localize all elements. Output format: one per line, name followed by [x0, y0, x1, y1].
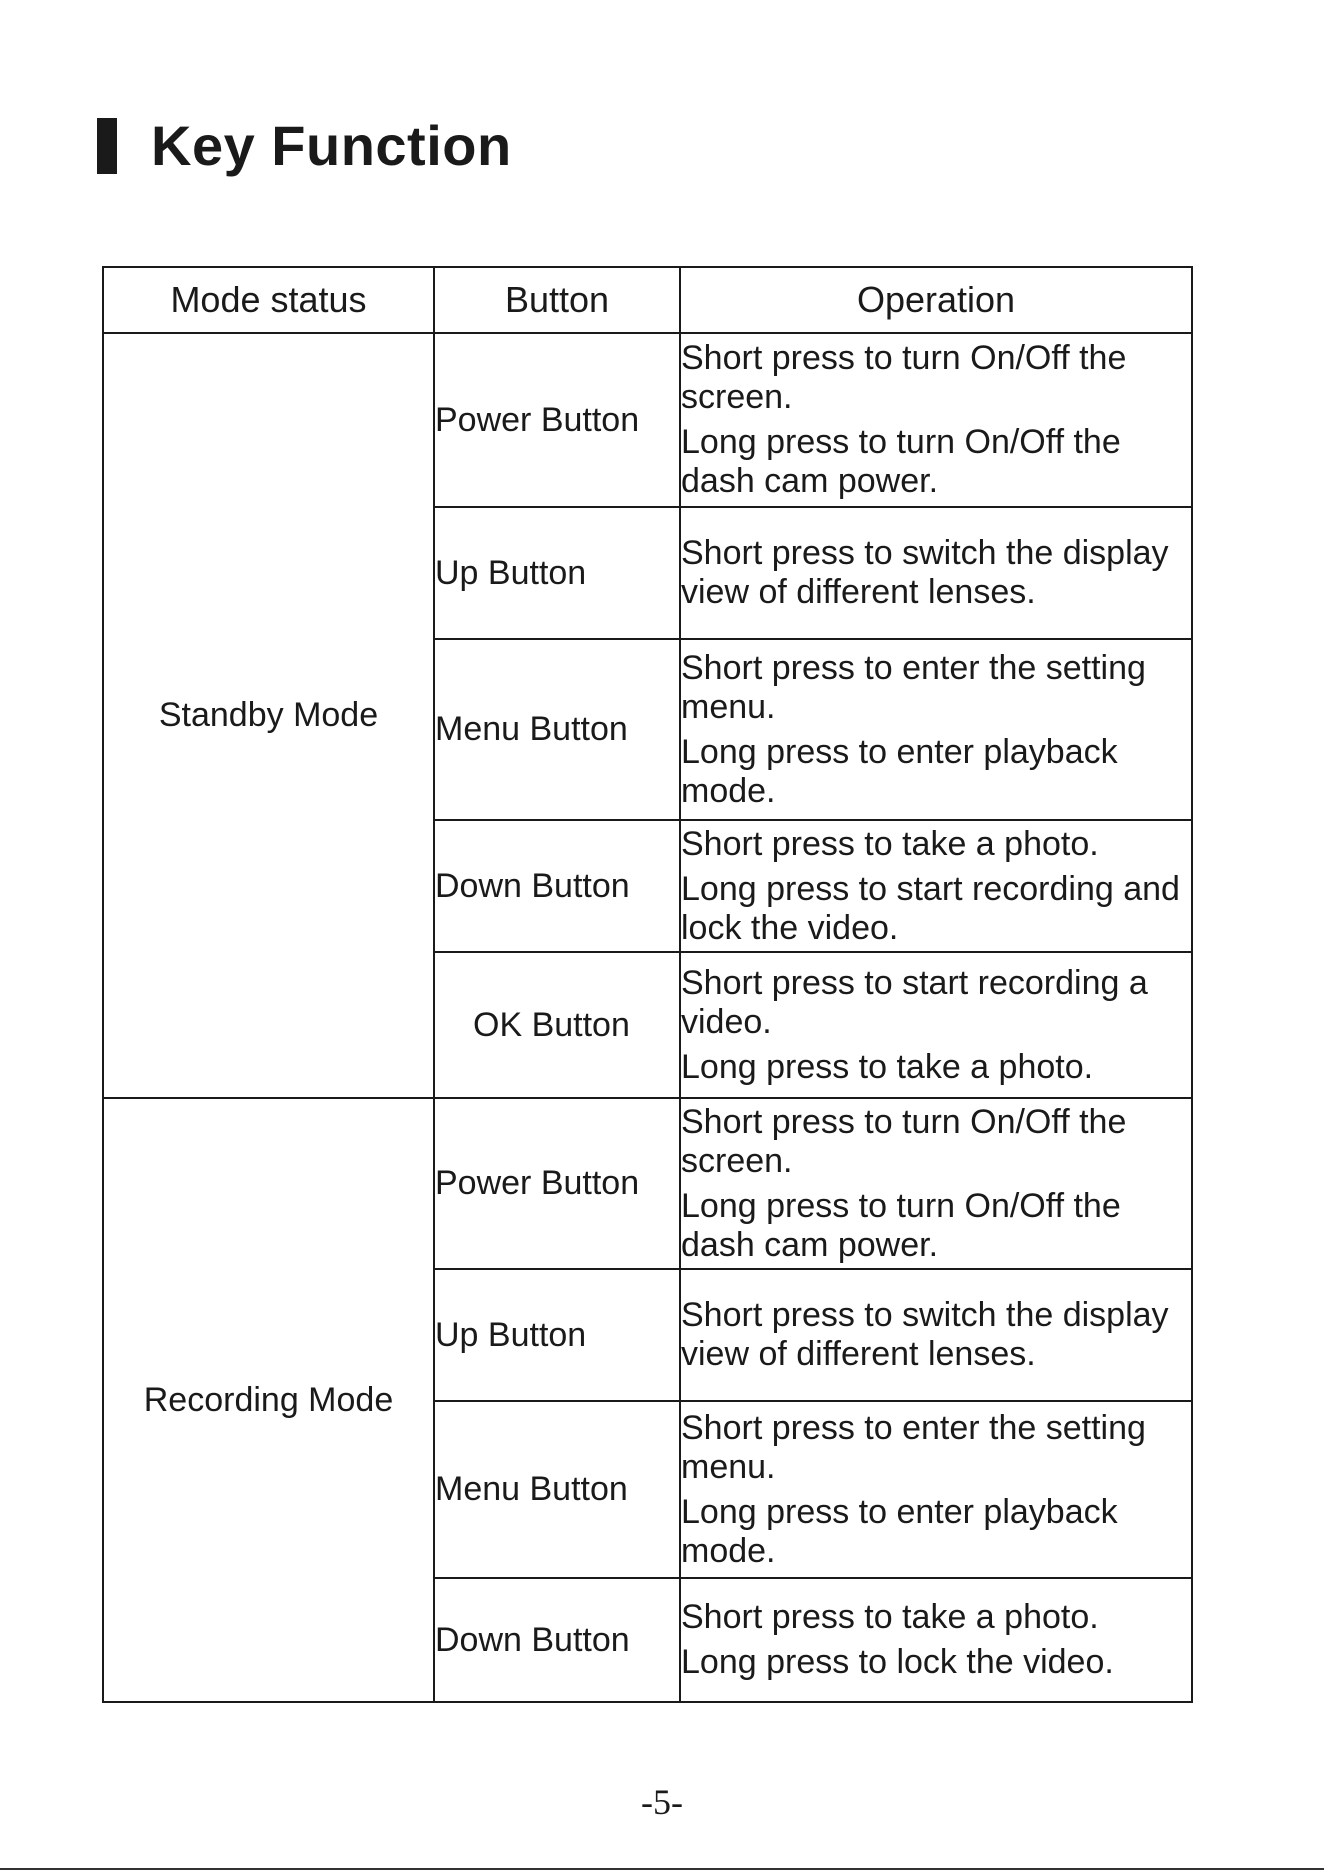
button-cell: Menu Button	[434, 1401, 680, 1578]
operation-cell	[680, 1098, 1192, 1269]
operation-cell	[680, 507, 1192, 639]
mode-standby: Standby Mode	[103, 333, 434, 1098]
operation-cell	[680, 1401, 1192, 1578]
operation-line: Short press to start recording a video.	[681, 963, 1148, 1041]
operation-cell	[680, 1269, 1192, 1401]
button-cell: Power Button	[434, 1098, 680, 1269]
button-cell: OK Button	[434, 952, 680, 1098]
operation-cell	[680, 1578, 1192, 1702]
mode-recording: Recording Mode	[103, 1098, 434, 1702]
operation-line: Short press to switch the display view of different lenses.	[681, 1296, 1169, 1373]
operation-line: Long press to enter playback mode.	[681, 1492, 1118, 1570]
operation-line: Long press to turn On/Off the dash cam power.	[681, 423, 1121, 500]
operation-line: Short press to enter the setting menu.	[681, 1408, 1146, 1486]
button-cell: Up Button	[434, 1269, 680, 1401]
page-title: Key Function	[151, 114, 512, 177]
operation-cell	[680, 820, 1192, 952]
button-cell: Down Button	[434, 1578, 680, 1702]
operation-line: Long press to take a photo.	[681, 1047, 1094, 1086]
header-button: Button	[434, 267, 680, 333]
operation-cell	[680, 333, 1192, 507]
key-function-table	[102, 266, 1193, 1703]
operation-cell	[680, 639, 1192, 820]
heading-bar-marker	[97, 118, 117, 174]
section-heading	[97, 114, 512, 177]
page-number: -5-	[641, 1782, 683, 1822]
bottom-rule-divider	[0, 1868, 1324, 1870]
operation-line: Short press to turn On/Off the screen.	[681, 339, 1127, 416]
button-cell: Menu Button	[434, 639, 680, 820]
operation-line: Short press to enter the setting menu.	[681, 648, 1146, 726]
button-cell: Down Button	[434, 820, 680, 952]
operation-line: Long press to lock the video.	[681, 1643, 1114, 1681]
operation-line: Long press to enter playback mode.	[681, 732, 1118, 810]
operation-line: Long press to turn On/Off the dash cam power.	[681, 1186, 1121, 1264]
operation-line: Short press to take a photo.	[681, 824, 1099, 863]
table-row	[103, 333, 1192, 507]
table-row	[103, 1098, 1192, 1269]
table-header-row	[103, 267, 1192, 333]
operation-line: Long press to start recording and lock the video.	[681, 869, 1180, 947]
operation-line: Short press to turn On/Off the screen.	[681, 1102, 1127, 1180]
button-cell: Up Button	[434, 507, 680, 639]
operation-line: Short press to take a photo.	[681, 1598, 1099, 1636]
button-cell: Power Button	[434, 333, 680, 507]
header-operation: Operation	[680, 267, 1192, 333]
operation-line: Short press to switch the display view of different lenses.	[681, 534, 1169, 611]
header-mode-status: Mode status	[103, 267, 434, 333]
operation-cell	[680, 952, 1192, 1098]
